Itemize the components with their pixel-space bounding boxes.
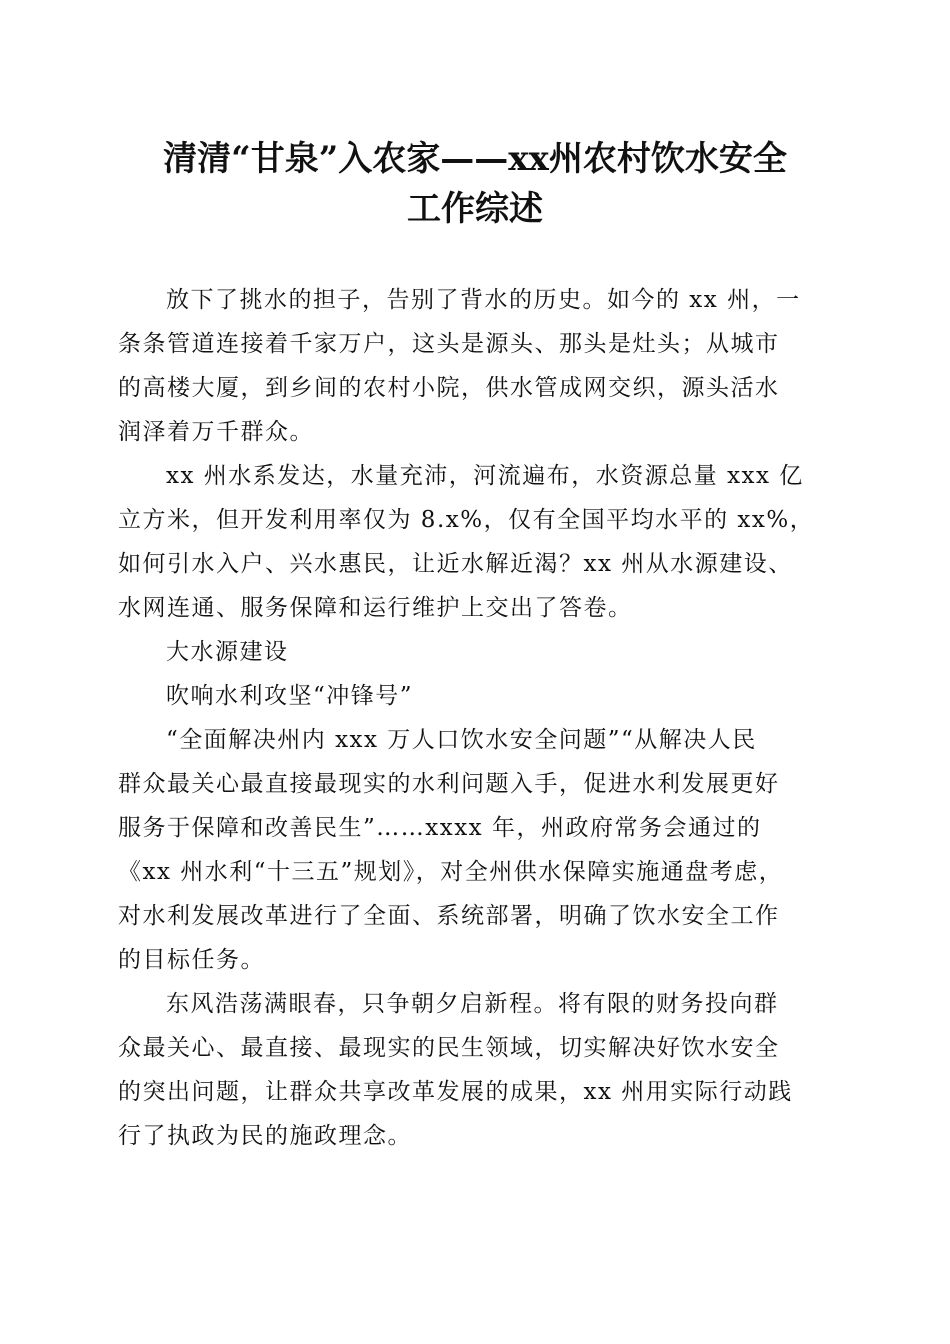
paragraph-line: 对水利发展改革进行了全面、系统部署，明确了饮水安全工作: [118, 903, 780, 929]
section-subheading-text: 吹响水利攻坚“冲锋号”: [166, 683, 414, 709]
paragraph-line: 众最关心、最直接、最现实的民生领域，切实解决好饮水安全: [118, 1035, 780, 1061]
paragraph-line: 的高楼大厦，到乡间的农村小院，供水管成网交织，源头活水: [118, 375, 780, 401]
paragraph-line: 条条管道连接着千家万户，这头是源头、那头是灶头；从城市: [118, 331, 780, 357]
paragraph-line: 东风浩荡满眼春，只争朝夕启新程。将有限的财务投向群: [166, 991, 779, 1017]
paragraph-line: 立方米，但开发利用率仅为 8.x%，仅有全国平均水平的 xx%，: [118, 507, 815, 533]
title-line-2: 工作综述: [407, 189, 543, 229]
paragraph-water-resources: [118, 454, 828, 630]
document-title: [110, 134, 840, 234]
paragraph-planning: [118, 718, 828, 982]
paragraph-line: xx 州水系发达，水量充沛，河流遍布，水资源总量 xxx 亿: [166, 463, 804, 489]
paragraph-line: 放下了挑水的担子，告别了背水的历史。如今的 xx 州，一: [166, 287, 801, 313]
paragraph-line: 群众最关心最直接最现实的水利问题入手，促进水利发展更好: [118, 771, 780, 797]
section-subheading: [118, 674, 828, 718]
paragraph-line: 的目标任务。: [118, 947, 265, 973]
paragraph-line: 的突出问题，让群众共享改革发展的成果，xx 州用实际行动践: [118, 1079, 793, 1105]
paragraph-line: 服务于保障和改善民生”……xxxx 年，州政府常务会通过的: [118, 815, 762, 841]
document-body: [118, 278, 828, 1158]
paragraph-line: 《xx 州水利“十三五”规划》，对全州供水保障实施通盘考虑，: [118, 859, 784, 885]
paragraph-line: “全面解决州内 xxx 万人口饮水安全问题”“从解决人民: [166, 727, 757, 753]
paragraph-conclusion: [118, 982, 828, 1158]
paragraph-line: 润泽着万千群众。: [118, 419, 314, 445]
section-heading-text: 大水源建设: [166, 639, 289, 665]
section-heading: [118, 630, 828, 674]
title-line-1: 清清“甘泉”入农家——xx州农村饮水安全: [163, 139, 787, 179]
paragraph-intro: [118, 278, 828, 454]
paragraph-line: 如何引水入户、兴水惠民，让近水解近渴？xx 州从水源建设、: [118, 551, 793, 577]
paragraph-line: 水网连通、服务保障和运行维护上交出了答卷。: [118, 595, 633, 621]
paragraph-line: 行了执政为民的施政理念。: [118, 1123, 412, 1149]
